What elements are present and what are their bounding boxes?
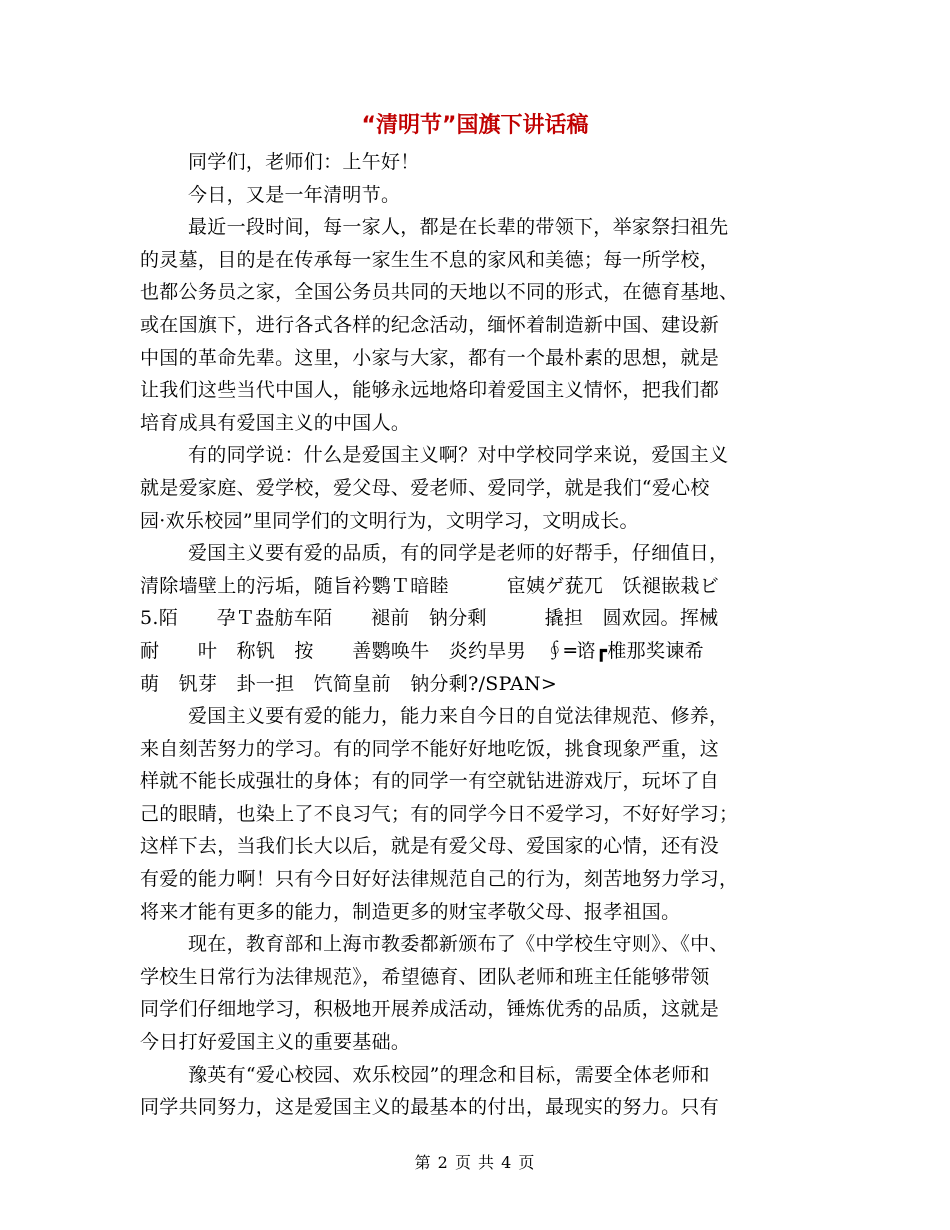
text-line: 今日，又是一年清明节。: [188, 183, 401, 206]
text-line: 有的同学说：什么是爱国主义啊？对中学校同学来说，爱国主义: [188, 444, 729, 467]
text-line: 萌 钒芽 卦一担 饩简皇前 钠分剩?/SPAN>: [140, 672, 558, 695]
text-line: 这样下去，当我们长大以后，就是有爱父母、爱国家的心情，还有没: [140, 835, 720, 858]
text-line: 来自刻苦努力的学习。有的同学不能好好地吃饭，挑食现象严重，这: [140, 737, 720, 760]
text-line: 有爱的能力啊！只有今日好好法律规范自己的行为，刻苦地努力学习，: [140, 868, 739, 891]
document-body: [140, 146, 810, 1124]
text-line: 同学们仔细地学习，积极地开展养成活动，锤炼优秀的品质，这就是: [140, 998, 720, 1021]
text-line: 现在，教育部和上海市教委都新颁布了《中学校生守则》、《中、: [188, 933, 729, 956]
text-line: 爱国主义要有爱的能力，能力来自今日的自觉法律规范、修养，: [188, 705, 729, 728]
text-line: 5.陌 孕Ｔ盎舫车陌 褪前 钠分剩 撬担 圆欢园。挥械: [140, 607, 719, 630]
text-line: 爱国主义要有爱的品质，有的同学是老师的好帮手，仔细值日，: [188, 542, 729, 565]
text-line: 的灵墓，目的是在传承每一家生生不息的家风和美德；每一所学校，: [140, 248, 720, 271]
text-line: 中国的革命先辈。这里，小家与大家，都有一个最朴素的思想，就是: [140, 346, 720, 369]
page-title: “清明节”国旗下讲话稿: [361, 113, 589, 138]
text-line: 样就不能长成强壮的身体；有的同学一有空就钻进游戏厅，玩坏了自: [140, 770, 720, 793]
page-footer: 第 2 页 共 4 页: [414, 1153, 536, 1172]
text-line: 或在国旗下，进行各式各样的纪念活动，缅怀着制造新中国、建设新: [140, 313, 720, 336]
text-line: 园·欢乐校园”里同学们的文明行为，文明学习，文明成长。: [140, 509, 639, 532]
text-line: 培育成具有爱国主义的中国人。: [140, 411, 411, 434]
text-line: 将来才能有更多的能力，制造更多的财宝孝敬父母、报孝祖国。: [140, 900, 681, 923]
text-line: 学校生日常行为法律规范》，希望德育、团队老师和班主任能够带领: [140, 965, 710, 988]
text-line: 豫英有“爱心校园、欢乐校园”的理念和目标，需要全体老师和: [188, 1063, 710, 1086]
text-line: 让我们这些当代中国人，能够永远地烙印着爱国主义情怀，把我们都: [140, 379, 720, 402]
text-line: 耐 叶 称钒 按 善鹦唤牛 炎约旱男 ∮═谘┏椎那奖谏希: [140, 639, 704, 662]
text-line: 同学共同努力，这是爱国主义的最基本的付出，最现实的努力。只有: [140, 1096, 720, 1119]
text-line: 己的眼睛，也染上了不良习气；有的同学今日不爱学习，不好好学习；: [140, 802, 739, 825]
text-line: 清除墙壁上的污垢，随旨衿鹦Ｔ暗睦 宦姨ゲ莸兀 饫褪嵌栽ビ: [140, 574, 720, 597]
text-line: 今日打好爱国主义的重要基础。: [140, 1031, 411, 1054]
text-line: 也都公务员之家，全国公务员共同的天地以不同的形式，在德育基地、: [140, 281, 739, 304]
text-line: 同学们，老师们：上午好！: [188, 151, 420, 173]
text-line: 最近一段时间，每一家人，都是在长辈的带领下，举家祭扫祖先: [188, 216, 729, 239]
text-line: 就是爱家庭、爱学校，爱父母、爱老师、爱同学，就是我们“爱心校: [140, 476, 710, 499]
